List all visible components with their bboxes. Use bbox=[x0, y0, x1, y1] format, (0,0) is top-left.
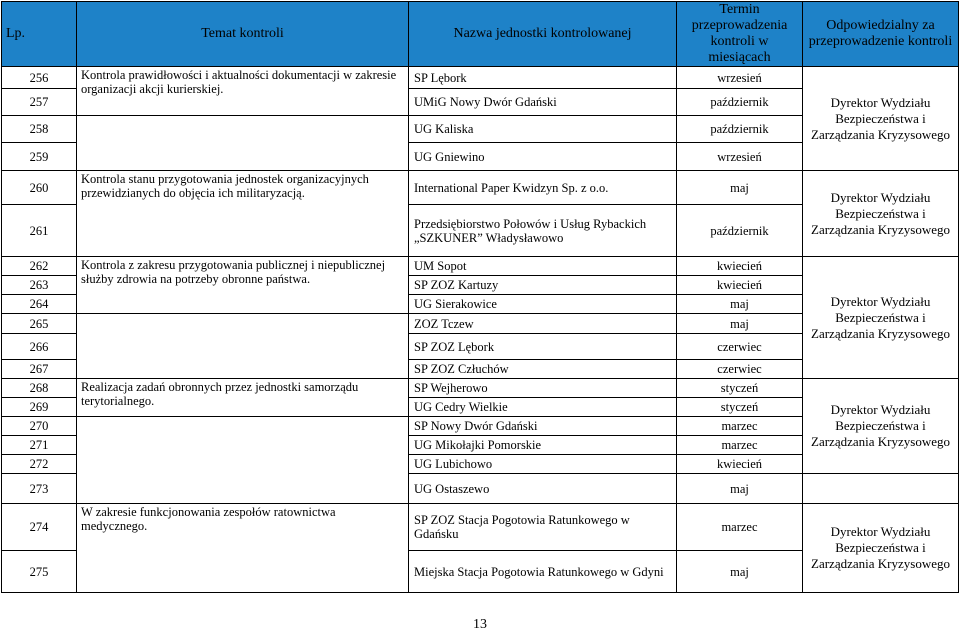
table-row bbox=[2, 379, 959, 398]
table-header-row bbox=[2, 2, 959, 67]
row-lp: 271 bbox=[2, 436, 77, 455]
unit-name: SP ZOZ Lębork bbox=[409, 334, 677, 360]
control-month: marzec bbox=[677, 504, 803, 551]
unit-name: UG Kaliska bbox=[409, 116, 677, 143]
row-lp: 272 bbox=[2, 455, 77, 474]
unit-name: Miejska Stacja Pogotowia Ratunkowego w Gdyni bbox=[409, 551, 677, 593]
control-month: październik bbox=[677, 205, 803, 257]
row-lp: 264 bbox=[2, 295, 77, 314]
control-month: październik bbox=[677, 116, 803, 143]
unit-name: SP Wejherowo bbox=[409, 379, 677, 398]
table-row bbox=[2, 171, 959, 205]
row-lp: 259 bbox=[2, 143, 77, 171]
control-plan-table bbox=[1, 1, 959, 593]
control-month: wrzesień bbox=[677, 143, 803, 171]
responsible-person: Dyrektor Wydziału Bezpieczeństwa i Zarządzania Kryzysowego bbox=[803, 257, 959, 379]
header-lp: Lp. bbox=[2, 2, 77, 67]
row-lp: 274 bbox=[2, 504, 77, 551]
control-month: wrzesień bbox=[677, 67, 803, 89]
row-lp: 263 bbox=[2, 276, 77, 295]
unit-name: International Paper Kwidzyn Sp. z o.o. bbox=[409, 171, 677, 205]
unit-name: SP Nowy Dwór Gdański bbox=[409, 417, 677, 436]
row-lp: 256 bbox=[2, 67, 77, 89]
row-lp: 270 bbox=[2, 417, 77, 436]
control-month: kwiecień bbox=[677, 455, 803, 474]
row-lp: 265 bbox=[2, 314, 77, 334]
control-month: maj bbox=[677, 295, 803, 314]
unit-name: UG Mikołajki Pomorskie bbox=[409, 436, 677, 455]
page-number: 13 bbox=[473, 617, 487, 632]
control-month: czerwiec bbox=[677, 334, 803, 360]
row-lp: 267 bbox=[2, 360, 77, 379]
unit-name: SP ZOZ Człuchów bbox=[409, 360, 677, 379]
row-lp: 268 bbox=[2, 379, 77, 398]
unit-name: ZOZ Tczew bbox=[409, 314, 677, 334]
control-month: czerwiec bbox=[677, 360, 803, 379]
control-month: marzec bbox=[677, 417, 803, 436]
row-lp: 258 bbox=[2, 116, 77, 143]
unit-name: SP ZOZ Kartuzy bbox=[409, 276, 677, 295]
header-responsible: Odpowiedzialny za przeprowadzenie kontroli bbox=[803, 2, 959, 67]
table-row bbox=[2, 257, 959, 276]
header-unit: Nazwa jednostki kontrolowanej bbox=[409, 2, 677, 67]
topic-blank bbox=[77, 417, 409, 504]
control-month: maj bbox=[677, 474, 803, 504]
unit-name: SP ZOZ Stacja Pogotowia Ratunkowego w Gdańsku bbox=[409, 504, 677, 551]
unit-name: UG Gniewino bbox=[409, 143, 677, 171]
control-month: kwiecień bbox=[677, 257, 803, 276]
table-row bbox=[2, 504, 959, 551]
unit-name: Przedsiębiorstwo Połowów i Usług Rybackich „SZKUNER” Władysławowo bbox=[409, 205, 677, 257]
row-lp: 262 bbox=[2, 257, 77, 276]
row-lp: 266 bbox=[2, 334, 77, 360]
responsible-person: Dyrektor Wydziału Bezpieczeństwa i Zarządzania Kryzysowego bbox=[803, 504, 959, 593]
responsible-person: Dyrektor Wydziału Bezpieczeństwa i Zarządzania Kryzysowego bbox=[803, 171, 959, 257]
header-when: Termin przeprowadzenia kontroli w miesiącach bbox=[677, 2, 803, 67]
unit-name: UMiG Nowy Dwór Gdański bbox=[409, 89, 677, 116]
control-month: maj bbox=[677, 314, 803, 334]
control-month: styczeń bbox=[677, 379, 803, 398]
unit-name: UG Ostaszewo bbox=[409, 474, 677, 504]
control-topic: Kontrola prawidłowości i aktualności dokumentacji w zakresie organizacji akcji kurierskiej. bbox=[77, 67, 409, 116]
row-lp: 261 bbox=[2, 205, 77, 257]
control-month: kwiecień bbox=[677, 276, 803, 295]
responsible-person: Dyrektor Wydziału Bezpieczeństwa i Zarządzania Kryzysowego bbox=[803, 67, 959, 171]
table-row bbox=[2, 67, 959, 89]
unit-name: UG Cedry Wielkie bbox=[409, 398, 677, 417]
control-month: marzec bbox=[677, 436, 803, 455]
topic-blank bbox=[77, 314, 409, 379]
row-lp: 269 bbox=[2, 398, 77, 417]
unit-name: UM Sopot bbox=[409, 257, 677, 276]
control-month: styczeń bbox=[677, 398, 803, 417]
row-lp: 260 bbox=[2, 171, 77, 205]
control-month: październik bbox=[677, 89, 803, 116]
responsible-blank bbox=[803, 474, 959, 504]
header-topic: Temat kontroli bbox=[77, 2, 409, 67]
control-month: maj bbox=[677, 171, 803, 205]
control-topic: Realizacja zadań obronnych przez jednostki samorządu terytorialnego. bbox=[77, 379, 409, 417]
responsible-person: Dyrektor Wydziału Bezpieczeństwa i Zarządzania Kryzysowego bbox=[803, 379, 959, 474]
control-topic: Kontrola z zakresu przygotowania publicznej i niepublicznej służby zdrowia na potrzeby obronne państwa. bbox=[77, 257, 409, 314]
row-lp: 257 bbox=[2, 89, 77, 116]
unit-name: UG Lubichowo bbox=[409, 455, 677, 474]
row-lp: 275 bbox=[2, 551, 77, 593]
unit-name: UG Sierakowice bbox=[409, 295, 677, 314]
control-topic: W zakresie funkcjonowania zespołów ratownictwa medycznego. bbox=[77, 504, 409, 593]
row-lp: 273 bbox=[2, 474, 77, 504]
control-month: maj bbox=[677, 551, 803, 593]
topic-blank bbox=[77, 116, 409, 171]
unit-name: SP Lębork bbox=[409, 67, 677, 89]
control-topic: Kontrola stanu przygotowania jednostek organizacyjnych przewidzianych do objęcia ich militaryzacją. bbox=[77, 171, 409, 257]
